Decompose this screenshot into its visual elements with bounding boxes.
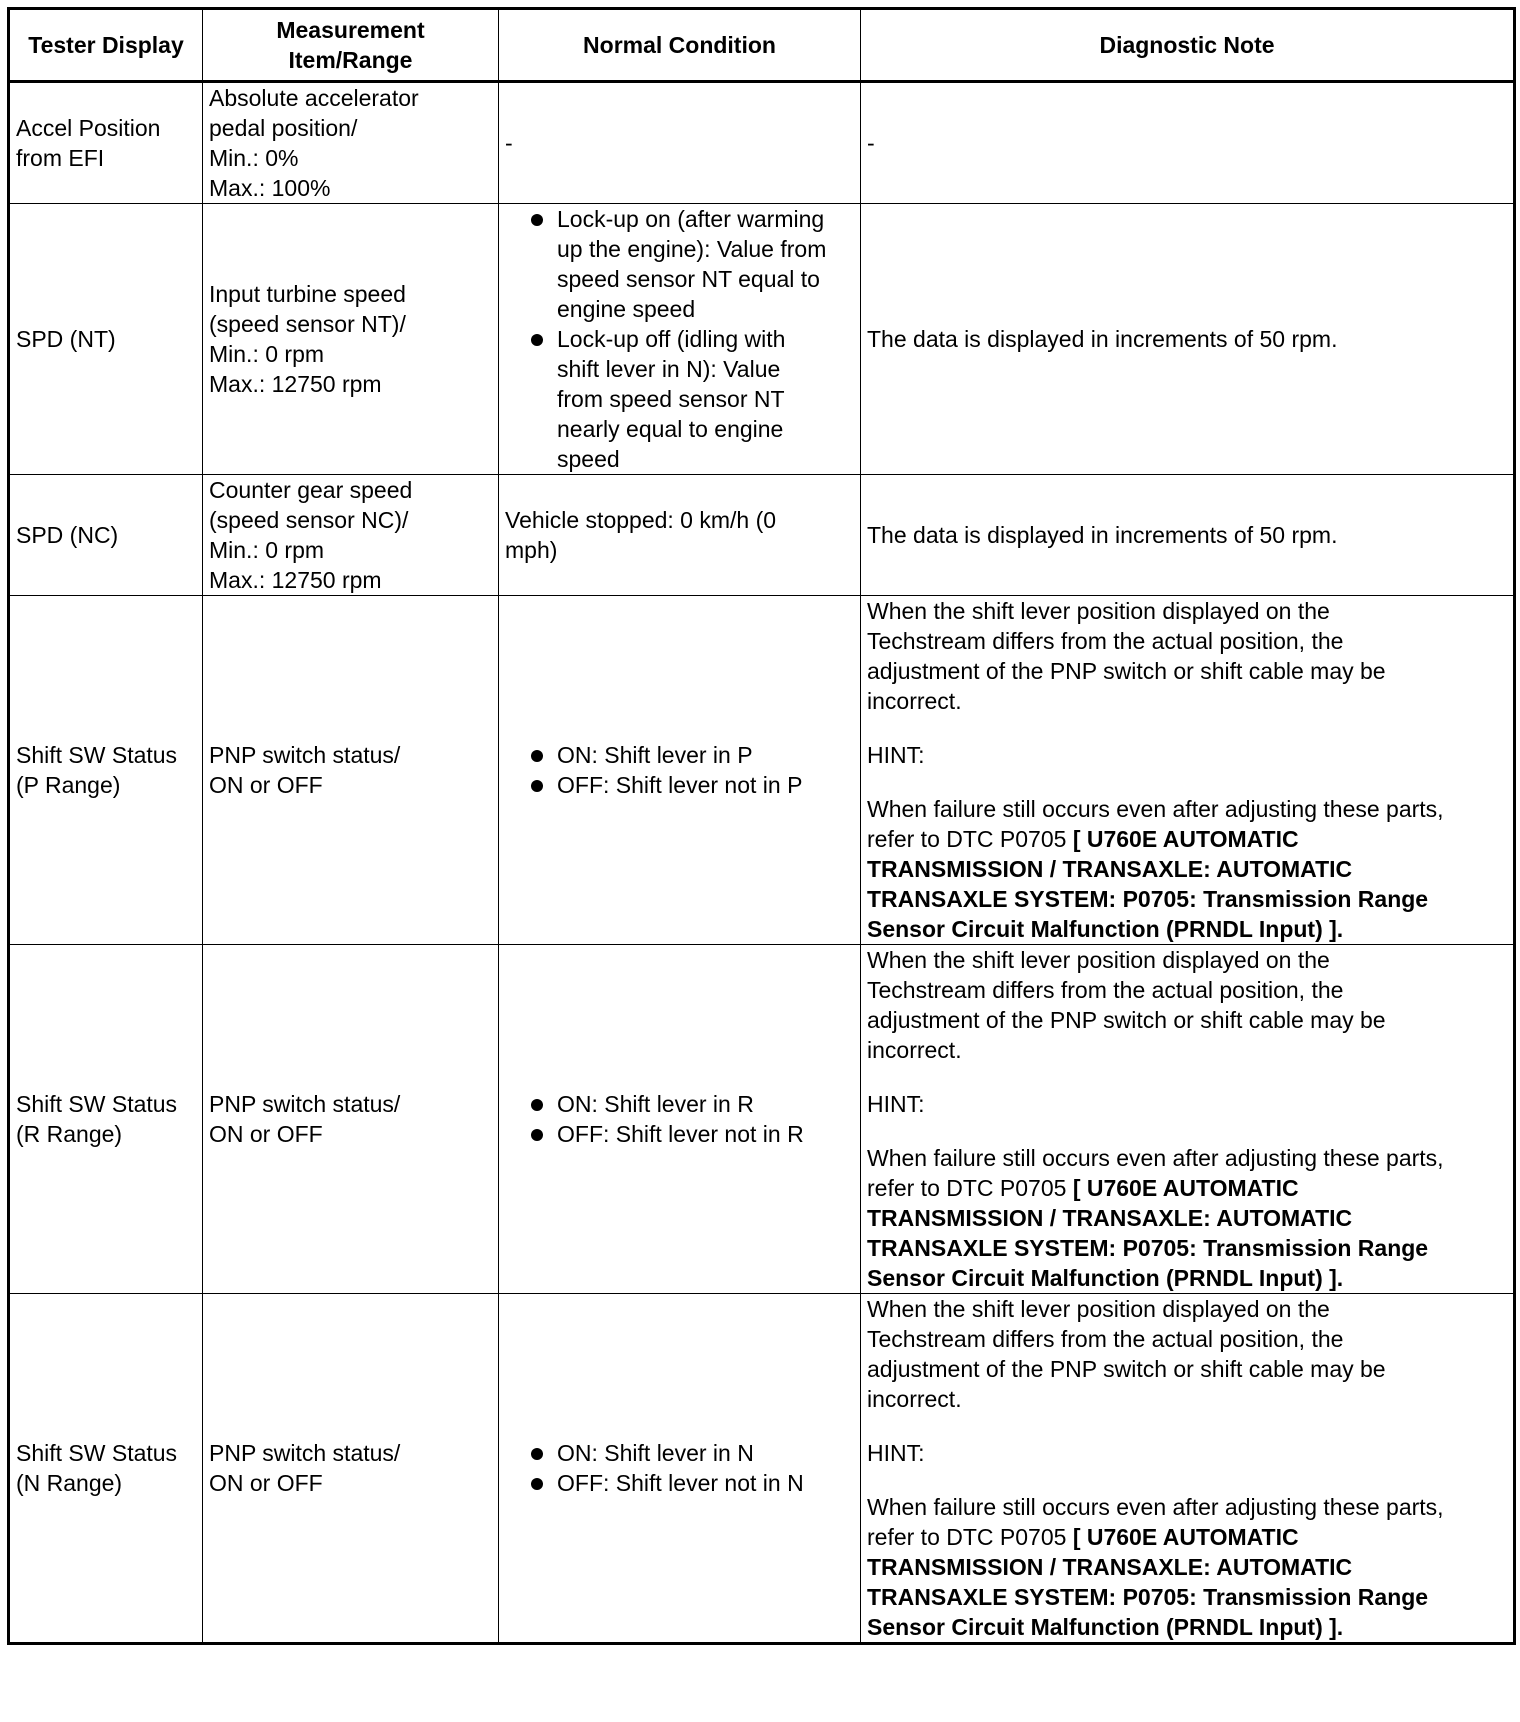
list-item-line: ON: Shift lever in N xyxy=(557,1440,754,1466)
tester-display-cell-line: from EFI xyxy=(16,145,105,171)
list-item xyxy=(519,1089,854,1119)
list-item-line: nearly equal to engine xyxy=(557,416,784,442)
tester-display-cell-line: Shift SW Status xyxy=(16,1091,178,1117)
normal-condition-text: - xyxy=(505,130,513,156)
list-item-line: speed xyxy=(557,446,620,472)
list-item-line: speed sensor NT equal to xyxy=(557,266,820,292)
dtc-reference-link[interactable]: [ U760E AUTOMATIC xyxy=(1072,1175,1299,1201)
dtc-reference-link[interactable]: TRANSAXLE SYSTEM: P0705: Transmission Range xyxy=(867,1235,1429,1261)
list-item-line: from speed sensor NT xyxy=(557,386,785,412)
measurement-cell-line: (speed sensor NC)/ xyxy=(209,507,409,533)
normal-condition-cell xyxy=(499,945,861,1294)
dtc-reference-link[interactable]: [ U760E AUTOMATIC xyxy=(1072,1524,1299,1550)
table-row xyxy=(9,945,1515,1294)
measurement-cell-line: Absolute accelerator xyxy=(209,85,419,111)
tester-display-cell xyxy=(9,596,203,945)
table-row xyxy=(9,475,1515,596)
normal-condition-list xyxy=(505,740,854,800)
list-item-line: up the engine): Value from xyxy=(557,236,827,262)
measurement-cell-line: PNP switch status/ xyxy=(209,1091,401,1117)
measurement-cell xyxy=(203,82,499,204)
diagnostic-note-cell xyxy=(861,945,1515,1294)
list-item xyxy=(519,740,854,770)
table-header-row xyxy=(9,9,1515,82)
measurement-cell xyxy=(203,596,499,945)
note-line: adjustment of the PNP switch or shift cable may be xyxy=(867,1007,1386,1033)
table-row xyxy=(9,1294,1515,1644)
normal-condition-cell xyxy=(499,475,861,596)
list-item xyxy=(519,770,854,800)
tester-display-cell-line: (R Range) xyxy=(16,1121,123,1147)
diagnostic-note-cell xyxy=(861,82,1515,204)
table-row xyxy=(9,596,1515,945)
note-line: Techstream differs from the actual position, the xyxy=(867,977,1344,1003)
list-item-line: engine speed xyxy=(557,296,696,322)
note-line: adjustment of the PNP switch or shift cable may be xyxy=(867,1356,1386,1382)
table-row xyxy=(9,204,1515,475)
note-line: When failure still occurs even after adjusting these parts, xyxy=(867,1145,1444,1171)
note-text: refer to DTC P0705 xyxy=(867,826,1067,852)
table-body xyxy=(9,82,1515,1644)
dtc-reference-link[interactable]: TRANSMISSION / TRANSAXLE: AUTOMATIC xyxy=(867,856,1353,882)
measurement-cell-line: ON or OFF xyxy=(209,772,323,798)
normal-condition-cell xyxy=(499,1294,861,1644)
header-measurement-item xyxy=(203,9,499,82)
measurement-cell-line: Min.: 0% xyxy=(209,145,299,171)
list-item xyxy=(519,1438,854,1468)
note-line: incorrect. xyxy=(867,688,962,714)
normal-condition-line: mph) xyxy=(505,537,558,563)
list-item-line: OFF: Shift lever not in P xyxy=(557,772,803,798)
note-text: refer to DTC P0705 xyxy=(867,1175,1067,1201)
list-item xyxy=(519,1468,854,1498)
note-line: adjustment of the PNP switch or shift cable may be xyxy=(867,658,1386,684)
tester-display-cell-line: SPD (NC) xyxy=(16,522,119,548)
measurement-cell-line: Max.: 12750 rpm xyxy=(209,567,382,593)
measurement-cell-line: pedal position/ xyxy=(209,115,358,141)
tester-display-cell xyxy=(9,475,203,596)
header-measurement-line2: Item/Range xyxy=(288,47,413,73)
note-line: Techstream differs from the actual position, the xyxy=(867,1326,1344,1352)
note-line: When the shift lever position displayed on the xyxy=(867,1296,1330,1322)
hint-label: HINT: xyxy=(867,1091,925,1117)
measurement-cell-line: Max.: 100% xyxy=(209,175,331,201)
header-normal-condition: Normal Condition xyxy=(499,9,861,82)
dtc-reference-link[interactable]: Sensor Circuit Malfunction (PRNDL Input) ]. xyxy=(867,1265,1344,1291)
dtc-reference-link[interactable]: [ U760E AUTOMATIC xyxy=(1072,826,1299,852)
tester-display-cell-line: SPD (NT) xyxy=(16,326,116,352)
dtc-reference-line xyxy=(867,824,1507,854)
list-item-line: ON: Shift lever in R xyxy=(557,1091,754,1117)
tester-display-cell-line: Accel Position xyxy=(16,115,161,141)
note-line: When the shift lever position displayed on the xyxy=(867,598,1330,624)
diagnostic-note-cell xyxy=(861,1294,1515,1644)
list-item xyxy=(519,1119,854,1149)
dtc-reference-link[interactable]: Sensor Circuit Malfunction (PRNDL Input) ]. xyxy=(867,1614,1344,1640)
measurement-cell xyxy=(203,1294,499,1644)
diagnostic-note-cell xyxy=(861,596,1515,945)
note-line: Techstream differs from the actual position, the xyxy=(867,628,1344,654)
list-item-line: Lock-up on (after warming xyxy=(557,206,825,232)
measurement-cell-line: Min.: 0 rpm xyxy=(209,341,325,367)
data-list-sheet xyxy=(7,7,1513,1645)
header-measurement-line1: Measurement xyxy=(276,17,425,43)
measurement-cell xyxy=(203,204,499,475)
hint-label: HINT: xyxy=(867,1440,925,1466)
list-item xyxy=(519,204,854,324)
list-item-line: ON: Shift lever in P xyxy=(557,742,753,768)
dtc-reference-line xyxy=(867,1522,1507,1552)
header-diagnostic-note: Diagnostic Note xyxy=(861,9,1515,82)
dtc-reference-link[interactable]: TRANSAXLE SYSTEM: P0705: Transmission Range xyxy=(867,886,1429,912)
note-text: refer to DTC P0705 xyxy=(867,1524,1067,1550)
measurement-cell xyxy=(203,945,499,1294)
dtc-reference-link[interactable]: TRANSMISSION / TRANSAXLE: AUTOMATIC xyxy=(867,1554,1353,1580)
note-line: incorrect. xyxy=(867,1037,962,1063)
diagnostic-note-cell xyxy=(861,475,1515,596)
list-item-line: OFF: Shift lever not in R xyxy=(557,1121,804,1147)
dtc-reference-line xyxy=(867,1173,1507,1203)
list-item-line: Lock-up off (idling with xyxy=(557,326,786,352)
note-text: The data is displayed in increments of 50 rpm. xyxy=(867,326,1338,352)
note-line: When the shift lever position displayed on the xyxy=(867,947,1330,973)
header-tester-display: Tester Display xyxy=(9,9,203,82)
note-line: incorrect. xyxy=(867,1386,962,1412)
measurement-cell-line: Min.: 0 rpm xyxy=(209,537,325,563)
dtc-reference-link[interactable]: TRANSAXLE SYSTEM: P0705: Transmission Range xyxy=(867,1584,1429,1610)
measurement-cell xyxy=(203,475,499,596)
normal-condition-list xyxy=(505,1438,854,1498)
tester-display-cell xyxy=(9,945,203,1294)
tester-display-cell-line: (N Range) xyxy=(16,1470,123,1496)
diagnostic-note-cell xyxy=(861,204,1515,475)
note-text: - xyxy=(867,130,875,156)
note-text: The data is displayed in increments of 50 rpm. xyxy=(867,522,1338,548)
tester-display-cell-line: Shift SW Status xyxy=(16,742,178,768)
dtc-reference-link[interactable]: TRANSMISSION / TRANSAXLE: AUTOMATIC xyxy=(867,1205,1353,1231)
dtc-reference-link[interactable]: Sensor Circuit Malfunction (PRNDL Input) ]. xyxy=(867,916,1344,942)
measurement-cell-line: ON or OFF xyxy=(209,1121,323,1147)
hint-label: HINT: xyxy=(867,742,925,768)
normal-condition-list xyxy=(505,1089,854,1149)
normal-condition-cell xyxy=(499,596,861,945)
tester-display-cell xyxy=(9,1294,203,1644)
tester-display-cell xyxy=(9,82,203,204)
tester-display-cell xyxy=(9,204,203,475)
list-item-line: OFF: Shift lever not in N xyxy=(557,1470,804,1496)
tester-display-cell-line: (P Range) xyxy=(16,772,121,798)
normal-condition-list xyxy=(505,204,854,474)
normal-condition-cell xyxy=(499,204,861,475)
measurement-cell-line: (speed sensor NT)/ xyxy=(209,311,406,337)
tester-display-cell-line: Shift SW Status xyxy=(16,1440,178,1466)
list-item-line: shift lever in N): Value xyxy=(557,356,781,382)
note-line: When failure still occurs even after adjusting these parts, xyxy=(867,1494,1444,1520)
list-item xyxy=(519,324,854,474)
note-line: When failure still occurs even after adjusting these parts, xyxy=(867,796,1444,822)
measurement-cell-line: ON or OFF xyxy=(209,1470,323,1496)
data-list-table xyxy=(7,7,1516,1645)
normal-condition-line: Vehicle stopped: 0 km/h (0 xyxy=(505,507,777,533)
measurement-cell-line: PNP switch status/ xyxy=(209,1440,401,1466)
measurement-cell-line: PNP switch status/ xyxy=(209,742,401,768)
normal-condition-cell xyxy=(499,82,861,204)
measurement-cell-line: Input turbine speed xyxy=(209,281,406,307)
measurement-cell-line: Max.: 12750 rpm xyxy=(209,371,382,397)
table-row xyxy=(9,82,1515,204)
measurement-cell-line: Counter gear speed xyxy=(209,477,413,503)
